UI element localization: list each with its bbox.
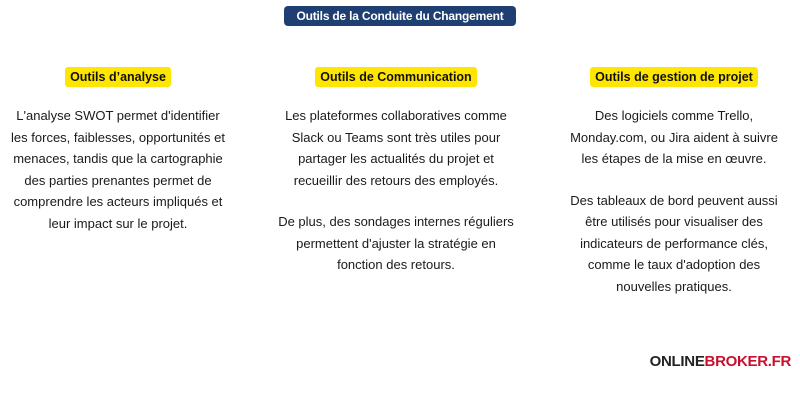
column-heading-communication: Outils de Communication — [315, 67, 476, 87]
column-project-management — [556, 67, 792, 317]
column-heading-project-management: Outils de gestion de projet — [590, 67, 758, 87]
column-paragraph: Des logiciels comme Trello, Monday.com, ou Jira aident à suivre les étapes de la mise en œuvre. — [570, 108, 778, 166]
column-paragraph: De plus, des sondages internes réguliers permettent d'ajuster la stratégie en fonction des retours. — [278, 214, 514, 272]
page-title: Outils de la Conduite du Changement — [284, 6, 516, 26]
brand-logo[interactable] — [650, 353, 791, 370]
brand-logo-part-broker: BROKER.FR — [704, 353, 791, 370]
brand-logo-part-online: ONLINE — [649, 353, 705, 370]
column-paragraph: Les plateformes collaboratives comme Slack ou Teams sont très utiles pour partager les actualités du projet et recueillir des retours des employés. — [285, 108, 507, 188]
column-communication — [270, 67, 522, 296]
column-paragraph: L'analyse SWOT permet d'identifier les forces, faiblesses, opportunités et menaces, tandis que la cartographie des parties prenantes permet de comprendre les acteurs impliqués et leur impact sur le projet. — [11, 108, 225, 231]
column-paragraph: Des tableaux de bord peuvent aussi être utilisés pour visualiser des indicateurs de performance clés, comme le taux d'adoption des nouvelles pratiques. — [570, 192, 778, 294]
column-heading-analysis: Outils d’analyse — [65, 67, 171, 87]
column-analysis — [0, 67, 236, 254]
